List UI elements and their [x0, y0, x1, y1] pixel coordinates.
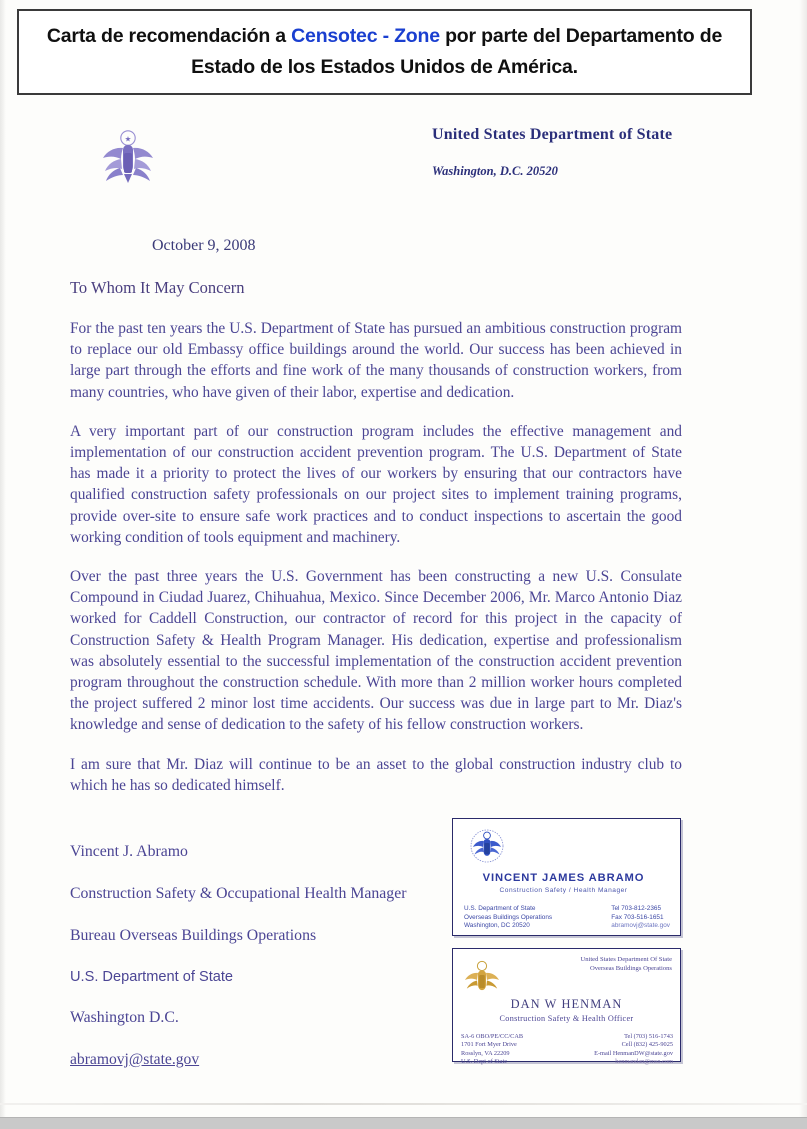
scan-edge-left: [0, 0, 6, 1129]
card-org-line: United States Department Of State: [580, 956, 672, 963]
card-email-personal: henmandan@msn.com: [615, 1058, 673, 1066]
letterhead-text: [432, 126, 672, 179]
card-contacts: [611, 905, 670, 931]
card-address: [464, 905, 552, 931]
card-org-header: [453, 955, 672, 973]
letterhead-address: Washington, D.C. 20520: [432, 164, 558, 178]
card-address-line: U.S. Dept of State: [461, 1058, 507, 1066]
banner-line-2: Estado de los Estados Unidos de América.: [191, 56, 578, 78]
card-address: [461, 1033, 523, 1067]
card-address-line: SA-6 OBO/PE/CC/CAB: [461, 1033, 524, 1040]
great-seal-icon: [97, 126, 159, 188]
letter-paragraph: Over the past three years the U.S. Government has been constructing a new U.S. Consulate Compound in Ciudad Juarez, Chihuahua, Mexico. Since December 2006, Mr. Marco Antonio Diaz worked for Caddell Construction, our contractor of record for this project in the capacity of Construction Safety & Health Program Manager. His dedication, expertise and professionalism was absolutely essential to the successful implementation of the construction accident prevention program throughout the construction schedule. With more than 2 million worker hours completed the project suffered 2 minor lost time accidents. Our success was due in large part to Mr. Diaz's knowledge and sense of dedication to the safety of his fellow construction workers.: [70, 568, 682, 734]
card-name: VINCENT JAMES ABRAMO: [482, 872, 645, 884]
signer-name: Vincent J. Abramo: [70, 843, 188, 860]
card-address-line: Rosslyn, VA 22209: [461, 1049, 510, 1057]
letter-paragraph: I am sure that Mr. Diaz will continue to be an asset to the global construction industry club to which he has so dedicated himself.: [70, 755, 682, 794]
svg-text:★: ★: [124, 134, 132, 144]
letter-body: [70, 318, 682, 796]
card-address-line: 1701 Fort Myer Drive: [461, 1041, 517, 1049]
banner-company-name: Censotec - Zone: [291, 25, 440, 47]
card-contact-columns: [464, 905, 670, 931]
card-title: Construction Safety & Health Officer: [499, 1014, 634, 1023]
signer-title: Construction Safety & Occupational Health Manager: [70, 885, 407, 902]
card-title: Construction Safety / Health Manager: [499, 887, 628, 894]
business-card-henman: [452, 948, 681, 1066]
card-email: abramovj@state.gov: [611, 922, 670, 930]
scan-edge-right: [799, 0, 807, 1129]
card-fax: Fax 703-516-1651: [611, 913, 664, 921]
banner-text-pre: Carta de recomendación a: [46, 25, 292, 47]
letterhead-title: United States Department of State: [432, 126, 673, 143]
letter-date: October 9, 2008: [152, 237, 256, 254]
letter-paragraph: For the past ten years the U.S. Department of State has pursued an ambitious construction program to replace our old Embassy office buildings around the world. Our success has been achieved in large part through the efforts and fine work of the many thousands of construction workers, from many countries, who have given of their labor, expertise and dedication.: [70, 320, 682, 401]
card-address-line: U.S. Department of State: [464, 905, 536, 912]
letter-salutation: To Whom It May Concern: [70, 278, 245, 297]
card-contacts: [594, 1033, 673, 1067]
card-email-work: E-mail HenmanDW@state.gov: [594, 1049, 673, 1057]
scan-artifact-line: [0, 1103, 807, 1105]
card-address-line: Overseas Buildings Operations: [464, 913, 553, 921]
card-org-line: Overseas Buildings Operations: [589, 965, 672, 972]
card-contact-columns: [461, 1033, 673, 1067]
banner-line-1: [47, 21, 722, 52]
card-phone: Tel (703) 516-1743: [624, 1033, 673, 1040]
card-phone: Tel 703-812-2365: [611, 905, 662, 912]
signature-block: [70, 843, 470, 1069]
card-cell: Cell (832) 425-9025: [621, 1041, 673, 1049]
signer-city: Washington D.C.: [70, 1009, 179, 1026]
department-of-state-seal-icon: [469, 828, 505, 864]
business-card-abramo: [452, 818, 681, 936]
signer-department: U.S. Department of State: [70, 969, 234, 985]
card-name: DAN W HENMAN: [510, 997, 623, 1011]
page-bottom-strip: [0, 1117, 807, 1129]
document-title-banner: [17, 9, 752, 95]
signer-bureau: Bureau Overseas Buildings Operations: [70, 927, 317, 944]
signer-email-link[interactable]: abramovj@state.gov: [70, 1051, 200, 1068]
letter-paragraph: A very important part of our construction program includes the effective management and implementation of our construction accident prevention program. The U.S. Department of State has made it a priority to protect the lives of our workers by ensuring that our contractors have qualified construction safety professionals on our project sites to implement training programs, provide over-site to ensure safe work practices and to conduct inspections to ascertain the good working condition of tools equipment and machinery.: [70, 422, 682, 546]
banner-text-post: por parte del Departamento de: [439, 25, 723, 47]
card-address-line: Washington, DC 20520: [464, 922, 530, 930]
